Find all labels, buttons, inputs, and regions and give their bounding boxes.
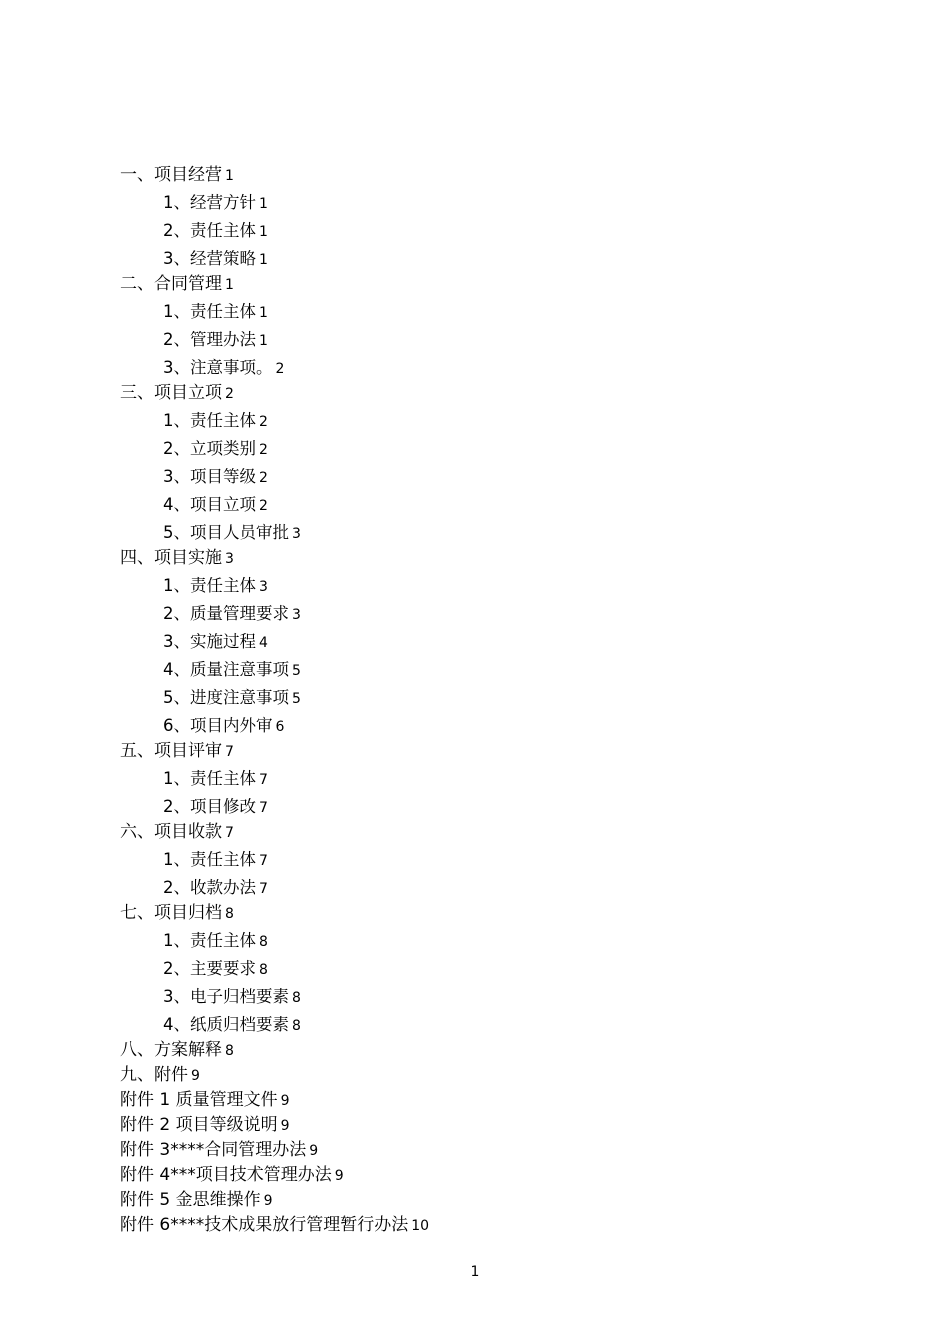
toc-subsection-entry[interactable] xyxy=(163,522,301,544)
toc-section-entry[interactable] xyxy=(120,547,234,569)
toc-section-entry[interactable] xyxy=(120,821,234,843)
toc-entry-page: 3 xyxy=(292,526,301,542)
toc-entry-page: 9 xyxy=(309,1143,319,1159)
toc-section-entry[interactable] xyxy=(120,1089,290,1111)
toc-entry-title: 1、责任主体 xyxy=(163,769,256,788)
toc-entry-page: 8 xyxy=(292,990,301,1006)
toc-subsection-entry[interactable] xyxy=(163,603,301,625)
toc-entry-page: 7 xyxy=(225,825,234,841)
toc-entry-page: 8 xyxy=(225,906,234,922)
toc-entry-page: 9 xyxy=(191,1068,200,1084)
toc-entry-page: 7 xyxy=(259,772,268,788)
toc-section-entry[interactable] xyxy=(120,1064,200,1086)
toc-entry-title: 5、项目人员审批 xyxy=(163,523,289,542)
toc-subsection-entry[interactable] xyxy=(163,849,268,871)
toc-subsection-entry[interactable] xyxy=(163,958,268,980)
toc-subsection-entry[interactable] xyxy=(163,248,268,270)
toc-subsection-entry[interactable] xyxy=(163,192,268,214)
toc-subsection-entry[interactable] xyxy=(163,329,268,351)
toc-subsection-entry[interactable] xyxy=(163,220,268,242)
toc-entry-title: 六、项目收款 xyxy=(120,822,222,842)
toc-subsection-entry[interactable] xyxy=(163,301,268,323)
toc-entry-page: 6 xyxy=(275,719,285,735)
toc-subsection-entry[interactable] xyxy=(163,575,268,597)
toc-entry-title: 2、主要要求 xyxy=(163,959,256,978)
toc-entry-title: 2、质量管理要求 xyxy=(163,604,289,623)
toc-entry-page: 7 xyxy=(259,800,268,816)
toc-entry-page: 1 xyxy=(259,305,268,321)
toc-section-entry[interactable] xyxy=(120,1039,234,1061)
toc-section-entry[interactable] xyxy=(120,1139,318,1161)
toc-entry-title: 2、收款办法 xyxy=(163,878,256,897)
toc-entry-page: 2 xyxy=(225,386,234,402)
toc-entry-title: 2、立项类别 xyxy=(163,439,256,458)
toc-section-entry[interactable] xyxy=(120,1189,273,1211)
toc-entry-title: 1、经营方针 xyxy=(163,193,256,212)
toc-entry-title: 2、管理办法 xyxy=(163,330,256,349)
toc-entry-title: 5、进度注意事项 xyxy=(163,688,289,707)
toc-entry-title: 附件 1 质量管理文件 xyxy=(120,1090,278,1110)
toc-entry-page: 8 xyxy=(225,1043,234,1059)
toc-entry-page: 10 xyxy=(411,1218,430,1234)
toc-entry-page: 9 xyxy=(280,1118,290,1134)
toc-entry-title: 附件 2 项目等级说明 xyxy=(120,1115,278,1135)
toc-entry-title: 1、责任主体 xyxy=(163,576,256,595)
toc-entry-page: 1 xyxy=(259,333,268,349)
toc-entry-title: 九、附件 xyxy=(120,1065,188,1085)
toc-entry-title: 八、方案解释 xyxy=(120,1040,222,1060)
toc-subsection-entry[interactable] xyxy=(163,1014,301,1036)
toc-entry-page: 8 xyxy=(259,962,268,978)
toc-entry-title: 4、质量注意事项 xyxy=(163,660,289,679)
toc-section-entry[interactable] xyxy=(120,1214,429,1236)
toc-subsection-entry[interactable] xyxy=(163,410,268,432)
toc-entry-title: 3、经营策略 xyxy=(163,249,256,268)
toc-entry-page: 5 xyxy=(292,691,301,707)
toc-entry-page: 3 xyxy=(259,579,268,595)
toc-subsection-entry[interactable] xyxy=(163,796,268,818)
toc-entry-page: 9 xyxy=(280,1093,290,1109)
toc-entry-title: 附件 6****技术成果放行管理暂行办法 xyxy=(120,1215,409,1235)
toc-subsection-entry[interactable] xyxy=(163,466,268,488)
toc-entry-title: 1、责任主体 xyxy=(163,931,256,950)
toc-subsection-entry[interactable] xyxy=(163,659,301,681)
toc-subsection-entry[interactable] xyxy=(163,438,268,460)
toc-entry-page: 4 xyxy=(259,635,268,651)
toc-entry-title: 附件 5 金思维操作 xyxy=(120,1190,261,1210)
toc-subsection-entry[interactable] xyxy=(163,357,284,379)
toc-entry-title: 三、项目立项 xyxy=(120,383,222,403)
toc-entry-title: 1、责任主体 xyxy=(163,411,256,430)
toc-section-entry[interactable] xyxy=(120,902,234,924)
toc-entry-page: 2 xyxy=(275,361,285,377)
toc-section-entry[interactable] xyxy=(120,740,234,762)
toc-section-entry[interactable] xyxy=(120,382,234,404)
toc-entry-page: 8 xyxy=(292,1018,301,1034)
toc-entry-page: 2 xyxy=(259,470,268,486)
toc-entry-title: 6、项目内外审 xyxy=(163,716,273,735)
toc-entry-page: 9 xyxy=(334,1168,344,1184)
toc-subsection-entry[interactable] xyxy=(163,930,268,952)
toc-section-entry[interactable] xyxy=(120,1114,290,1136)
toc-entry-title: 七、项目归档 xyxy=(120,903,222,923)
toc-entry-page: 1 xyxy=(225,277,234,293)
toc-subsection-entry[interactable] xyxy=(163,494,268,516)
toc-entry-title: 五、项目评审 xyxy=(120,741,222,761)
toc-entry-title: 2、项目修改 xyxy=(163,797,256,816)
toc-section-entry[interactable] xyxy=(120,1164,344,1186)
toc-entry-title: 4、项目立项 xyxy=(163,495,256,514)
toc-entry-title: 2、责任主体 xyxy=(163,221,256,240)
toc-entry-page: 8 xyxy=(259,934,268,950)
toc-entry-page: 2 xyxy=(259,498,268,514)
toc-section-entry[interactable] xyxy=(120,273,234,295)
page-number: 1 xyxy=(470,1264,480,1280)
toc-entry-page: 3 xyxy=(225,551,234,567)
toc-entry-page: 9 xyxy=(263,1193,273,1209)
toc-subsection-entry[interactable] xyxy=(163,877,268,899)
toc-subsection-entry[interactable] xyxy=(163,715,284,737)
toc-subsection-entry[interactable] xyxy=(163,687,301,709)
toc-entry-page: 2 xyxy=(259,414,268,430)
toc-entry-title: 一、项目经营 xyxy=(120,165,222,185)
toc-entry-page: 5 xyxy=(292,663,301,679)
toc-entry-title: 附件 4***项目技术管理办法 xyxy=(120,1165,332,1185)
toc-entry-page: 1 xyxy=(259,196,268,212)
toc-subsection-entry[interactable] xyxy=(163,768,268,790)
toc-entry-title: 3、注意事项。 xyxy=(163,358,273,377)
toc-entry-title: 1、责任主体 xyxy=(163,302,256,321)
toc-entry-title: 二、合同管理 xyxy=(120,274,222,294)
toc-subsection-entry[interactable] xyxy=(163,986,301,1008)
toc-entry-page: 7 xyxy=(259,853,268,869)
toc-entry-page: 2 xyxy=(259,442,268,458)
toc-entry-page: 1 xyxy=(259,252,268,268)
toc-entry-page: 7 xyxy=(259,881,268,897)
toc-entry-page: 1 xyxy=(259,224,268,240)
toc-entry-title: 3、电子归档要素 xyxy=(163,987,289,1006)
toc-entry-page: 1 xyxy=(225,168,234,184)
toc-entry-page: 3 xyxy=(292,607,301,623)
toc-entry-title: 附件 3****合同管理办法 xyxy=(120,1140,307,1160)
toc-section-entry[interactable] xyxy=(120,164,234,186)
toc-entry-title: 四、项目实施 xyxy=(120,548,222,568)
toc-subsection-entry[interactable] xyxy=(163,631,268,653)
toc-entry-page: 7 xyxy=(225,744,234,760)
toc-entry-title: 3、项目等级 xyxy=(163,467,256,486)
toc-entry-title: 4、纸质归档要素 xyxy=(163,1015,289,1034)
toc-entry-title: 3、实施过程 xyxy=(163,632,256,651)
toc-entry-title: 1、责任主体 xyxy=(163,850,256,869)
